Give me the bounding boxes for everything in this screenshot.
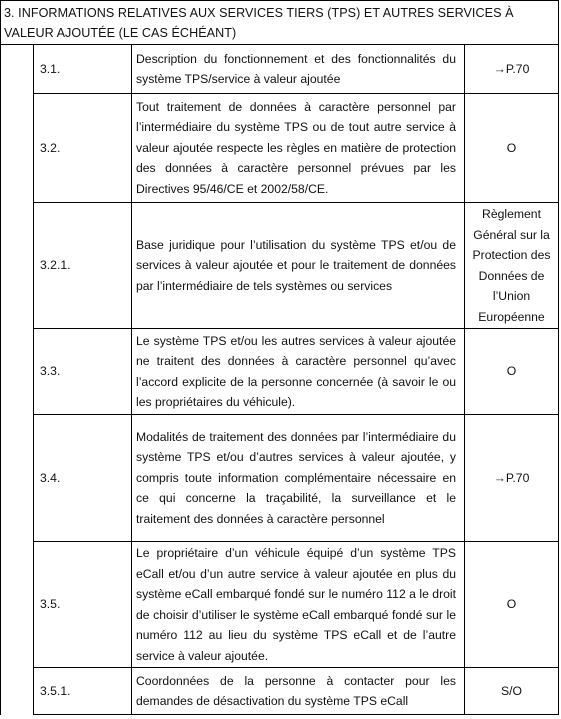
row-description: Base juridique pour l’utilisation du système TPS et/ou de services à valeur ajoutée et pour le traitement de données par l’intermédiaire de tels systèmes ou services [132,203,465,329]
row-description: Le propriétaire d’un véhicule équipé d’un système TPS eCall et/ou d’un autre service à valeur ajoutée en plus du système eCall embarqué fondé sur le numéro 112 a le droit de choisir d’utiliser le système eCall embarqué fondé sur le numéro 112 au lieu du système TPS eCall et de l’autre service à valeur ajoutée. [132,542,465,668]
row-description: Tout traitement de données à caractère personnel par l’intermédiaire du système TPS ou de tout autre service à valeur ajoutée respecte les règles en matière de protection des données à caractère personnel prévues par les Directives 95/46/CE et 2002/58/CE. [132,94,465,203]
row-reference: →P.70 [465,45,559,94]
row-reference: O [465,329,559,415]
indent-column [1,45,34,715]
table-row [1,668,559,715]
table-row [1,45,559,94]
row-description: Modalités de traitement des données par l’intermédiaire du système TPS et/ou d’autres services à valeur ajoutée, y compris toute information complémentaire nécessaire en ce qui concerne la traçabilité, la surveillance et le traitement des données à caractère personnel [132,415,465,542]
section-header-row [1,1,559,45]
row-description: Coordonnées de la personne à contacter pour les demandes de désactivation du système TPS eCall [132,668,465,715]
table-row [1,94,559,203]
row-number: 3.4. [34,415,132,542]
row-description: Le système TPS et/ou les autres services à valeur ajoutée ne traitent des données à caractère personnel qu’avec l’accord explicite de la personne concernée (à savoir le ou les propriétaires du véhicule). [132,329,465,415]
row-reference: →P.70 [465,415,559,542]
table-row [1,329,559,415]
row-reference: O [465,542,559,668]
row-number: 3.2.1. [34,203,132,329]
row-number: 3.5.1. [34,668,132,715]
row-reference: O [465,94,559,203]
table-row [1,542,559,668]
row-number: 3.1. [34,45,132,94]
row-reference: S/O [465,668,559,715]
row-number: 3.5. [34,542,132,668]
row-reference: Règlement Général sur la Protection des Données de l’Union Européenne [465,203,559,329]
table-row [1,203,559,329]
row-description: Description du fonctionnement et des fonctionnalités du système TPS/service à valeur ajoutée [132,45,465,94]
row-number: 3.3. [34,329,132,415]
section-header: 3. INFORMATIONS RELATIVES AUX SERVICES TIERS (TPS) ET AUTRES SERVICES À VALEUR AJOUTÉE (LE CAS ÉCHÉANT) [1,1,559,45]
row-number: 3.2. [34,94,132,203]
table-row [1,415,559,542]
